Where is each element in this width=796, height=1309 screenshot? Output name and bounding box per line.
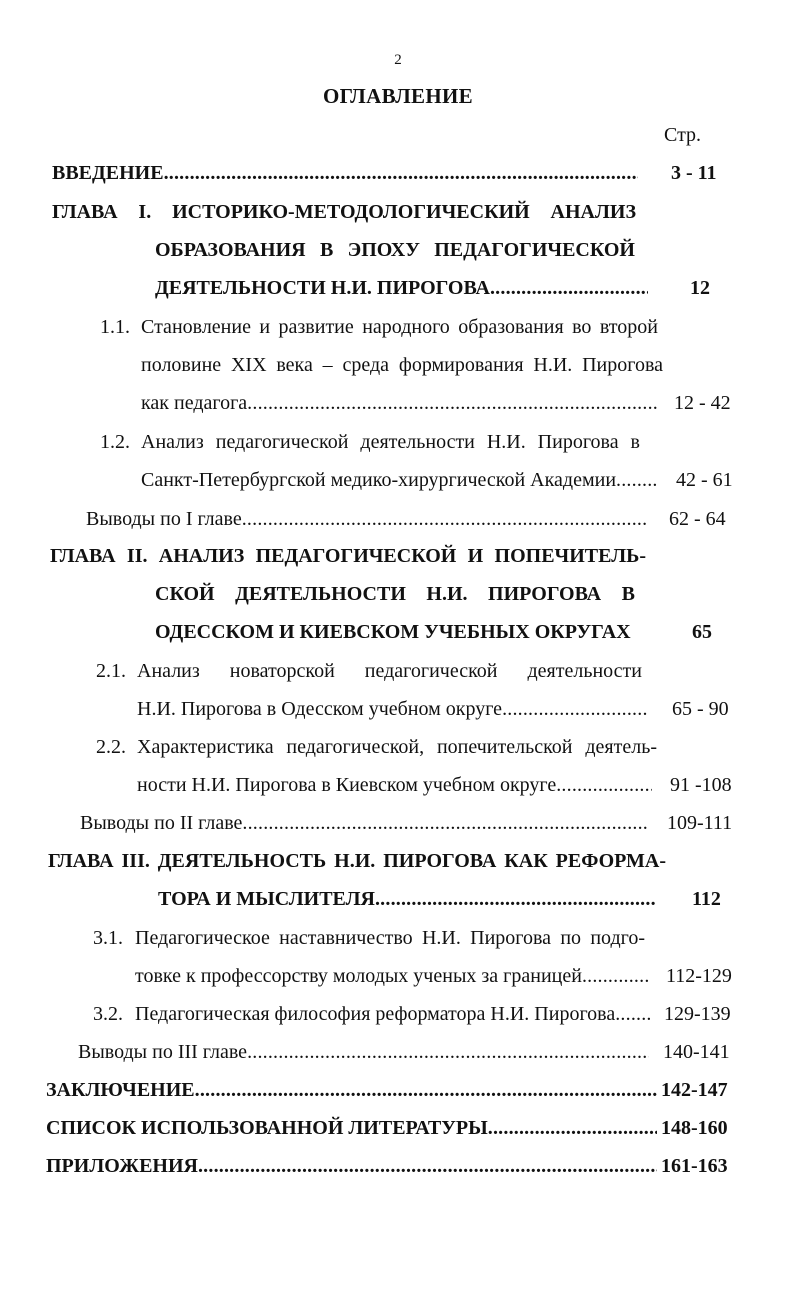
entry-text: ДЕЯТЕЛЬНОСТИ Н.И. ПИРОГОВА xyxy=(155,277,490,299)
chapter-1-line-2: ОБРАЗОВАНИЯ В ЭПОХУ ПЕДАГОГИЧЕСКОЙ xyxy=(155,239,635,261)
entry-text: Выводы по III главе xyxy=(78,1041,248,1063)
chapter-2-line-1: ГЛАВА II. АНАЛИЗ ПЕДАГОГИЧЕСКОЙ И ПОПЕЧИТЕЛЬ- xyxy=(50,545,646,567)
section-3-2-line-1 xyxy=(135,999,650,1029)
dot-leader xyxy=(198,1151,657,1181)
toc-page-conclusion-ch2: 109-111 xyxy=(667,812,733,834)
entry-text: ТОРА И МЫСЛИТЕЛЯ xyxy=(158,888,375,910)
toc-conclusion-ch1[interactable] xyxy=(86,504,646,534)
entry-text: ВВЕДЕНИЕ xyxy=(52,162,164,184)
dot-leader xyxy=(164,158,638,188)
page-column-label: Стр. xyxy=(664,124,702,146)
section-number: 3.2. xyxy=(93,1003,123,1025)
entry-text: Санкт-Петербургской медико-хирургической Академии xyxy=(141,469,617,491)
toc-page-section-1-1: 12 - 42 xyxy=(674,392,731,414)
dot-leader xyxy=(242,808,647,838)
toc-page-appendices: 161-163 xyxy=(661,1155,728,1177)
section-2-1-line-2 xyxy=(137,694,647,724)
dot-leader xyxy=(490,273,648,303)
section-number: 1.2. xyxy=(100,431,130,453)
dot-leader xyxy=(502,694,647,724)
toc-page-conclusion-ch1: 62 - 64 xyxy=(669,508,726,530)
toc-page-conclusion-ch3: 140-141 xyxy=(663,1041,730,1063)
toc-entry-bibliography[interactable] xyxy=(46,1113,657,1143)
section-3-1-line-2 xyxy=(135,961,650,991)
toc-page-intro: 3 - 11 xyxy=(671,162,717,184)
dot-leader xyxy=(247,388,658,418)
dot-leader xyxy=(242,504,646,534)
entry-text: как педагога xyxy=(141,392,248,414)
section-2-2-line-2 xyxy=(137,770,652,800)
section-3-1-line-1: Педагогическое наставничество Н.И. Пирогова по подго- xyxy=(135,927,645,949)
toc-entry-intro[interactable] xyxy=(52,158,638,188)
section-2-2-line-1: Характеристика педагогической, попечительской деятель- xyxy=(137,736,657,758)
toc-page-bibliography: 148-160 xyxy=(661,1117,728,1139)
section-number: 3.1. xyxy=(93,927,123,949)
chapter-2-line-2: СКОЙ ДЕЯТЕЛЬНОСТИ Н.И. ПИРОГОВА В xyxy=(155,583,635,605)
dot-leader xyxy=(556,770,652,800)
entry-text: ПРИЛОЖЕНИЯ xyxy=(46,1155,198,1177)
toc-page-section-3-1: 112-129 xyxy=(666,965,732,987)
toc-page-section-3-2: 129-139 xyxy=(664,1003,731,1025)
toc-page-chapter-2: 65 xyxy=(692,621,712,643)
toc-entry-conclusion[interactable] xyxy=(46,1075,657,1105)
entry-text: Педагогическая философия реформатора Н.И. Пирогова xyxy=(135,1003,616,1025)
page-number: 2 xyxy=(394,52,402,68)
section-1-1-line-1: Становление и развитие народного образования во второй xyxy=(141,316,658,338)
section-number: 1.1. xyxy=(100,316,130,338)
dot-leader xyxy=(195,1075,657,1105)
section-2-1-line-1: Анализ новаторской педагогической деятельности xyxy=(137,660,642,682)
toc-page-chapter-3: 112 xyxy=(692,888,721,910)
dot-leader xyxy=(375,884,656,914)
toc-title: ОГЛАВЛЕНИЕ xyxy=(323,84,473,108)
entry-text: СПИСОК ИСПОЛЬЗОВАННОЙ ЛИТЕРАТУРЫ xyxy=(46,1117,488,1139)
chapter-1-line-3 xyxy=(155,273,648,303)
entry-text: Выводы по II главе xyxy=(80,812,243,834)
section-1-1-line-2: половине XIX века – среда формирования Н.И. Пирогова xyxy=(141,354,663,376)
section-1-2-line-1: Анализ педагогической деятельности Н.И. Пирогова в xyxy=(141,431,640,453)
section-number: 2.1. xyxy=(96,660,126,682)
chapter-2-line-3: ОДЕССКОМ И КИЕВСКОМ УЧЕБНЫХ ОКРУГАХ xyxy=(155,621,631,643)
dot-leader xyxy=(247,1037,649,1067)
section-1-1-line-3 xyxy=(141,388,658,418)
dot-leader xyxy=(615,999,650,1029)
toc-conclusion-ch2[interactable] xyxy=(80,808,647,838)
entry-text: Выводы по I главе xyxy=(86,508,242,530)
toc-page-section-1-2: 42 - 61 xyxy=(676,469,733,491)
toc-page-conclusion: 142-147 xyxy=(661,1079,728,1101)
chapter-3-line-1: ГЛАВА III. ДЕЯТЕЛЬНОСТЬ Н.И. ПИРОГОВА КАК РЕФОРМА- xyxy=(48,850,666,872)
toc-page-chapter-1: 12 xyxy=(690,277,710,299)
dot-leader xyxy=(582,961,650,991)
section-1-2-line-2 xyxy=(141,465,658,495)
entry-text: ЗАКЛЮЧЕНИЕ xyxy=(46,1079,195,1101)
toc-page-section-2-2: 91 -108 xyxy=(670,774,732,796)
entry-text: товке к профессорству молодых ученых за границей xyxy=(135,965,582,987)
toc-entry-appendices[interactable] xyxy=(46,1151,657,1181)
entry-text: Н.И. Пирогова в Одесском учебном округе xyxy=(137,698,503,720)
chapter-3-line-2 xyxy=(158,884,656,914)
dot-leader xyxy=(616,465,658,495)
entry-text: ности Н.И. Пирогова в Киевском учебном округе xyxy=(137,774,557,796)
toc-page-section-2-1: 65 - 90 xyxy=(672,698,729,720)
dot-leader xyxy=(488,1113,657,1143)
section-number: 2.2. xyxy=(96,736,126,758)
toc-conclusion-ch3[interactable] xyxy=(78,1037,649,1067)
chapter-1-line-1: ГЛАВА I. ИСТОРИКО-МЕТОДОЛОГИЧЕСКИЙ АНАЛИЗ xyxy=(52,201,636,223)
